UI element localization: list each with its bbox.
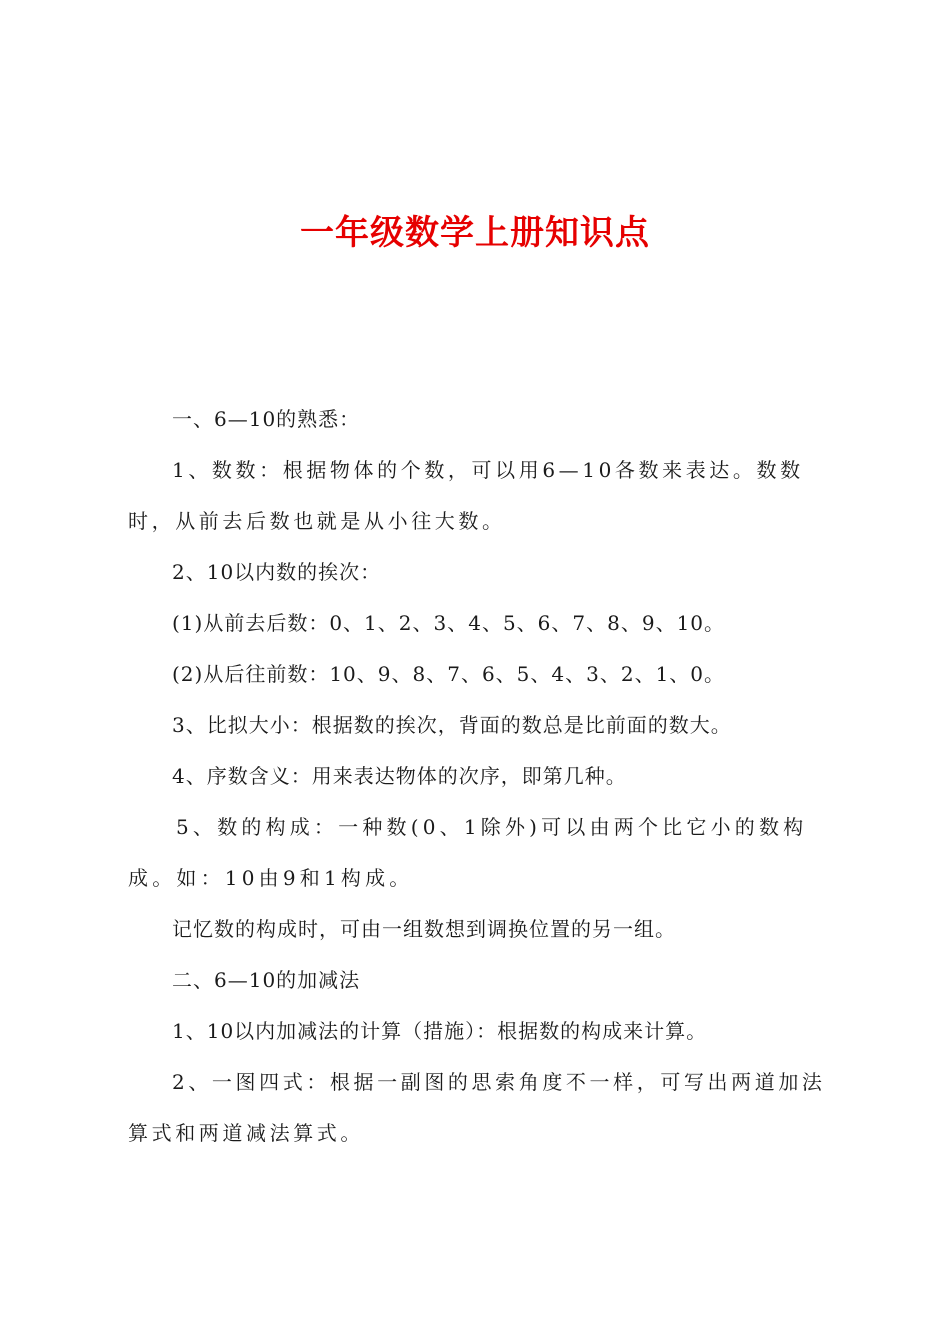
paragraph-section-1-heading: 一、6—10的熟悉： [172, 407, 361, 431]
paragraph-composition-memory: 记忆数的构成时，可由一组数想到调换位置的另一组。 [172, 917, 676, 941]
document-title: 一年级数学上册知识点 [300, 213, 650, 253]
paragraph-order-forward: (1)从前去后数：0、1、2、3、4、5、6、7、8、9、10。 [172, 611, 726, 635]
paragraph-order-backward: (2)从后往前数：10、9、8、7、6、5、4、3、2、1、0。 [172, 662, 726, 686]
paragraph-one-picture-four-equations: 2、一图四式：根据一副图的思索角度不一样，可写出两道加法算式和两道减法算式。 [128, 1070, 826, 1145]
paragraph-number-composition: 5、数的构成：一种数(0、1除外)可以由两个比它小的数构成。如：10由9和1构成。 [128, 815, 808, 890]
paragraph-section-2-heading: 二、6—10的加减法 [172, 968, 361, 992]
paragraph-addition-subtraction-method: 1、10以内加减法的计算（措施）：根据数的构成来计算。 [172, 1019, 708, 1043]
paragraph-counting: 1、数数：根据物体的个数，可以用6—10各数来表达。数数时，从前去后数也就是从小往大数。 [128, 458, 804, 533]
paragraph-order-heading: 2、10以内数的挨次： [172, 560, 382, 584]
paragraph-compare-size: 3、比拟大小：根据数的挨次，背面的数总是比前面的数大。 [172, 713, 732, 737]
paragraph-ordinal-meaning: 4、序数含义：用来表达物体的次序，即第几种。 [172, 764, 627, 788]
document-body [128, 394, 834, 1159]
